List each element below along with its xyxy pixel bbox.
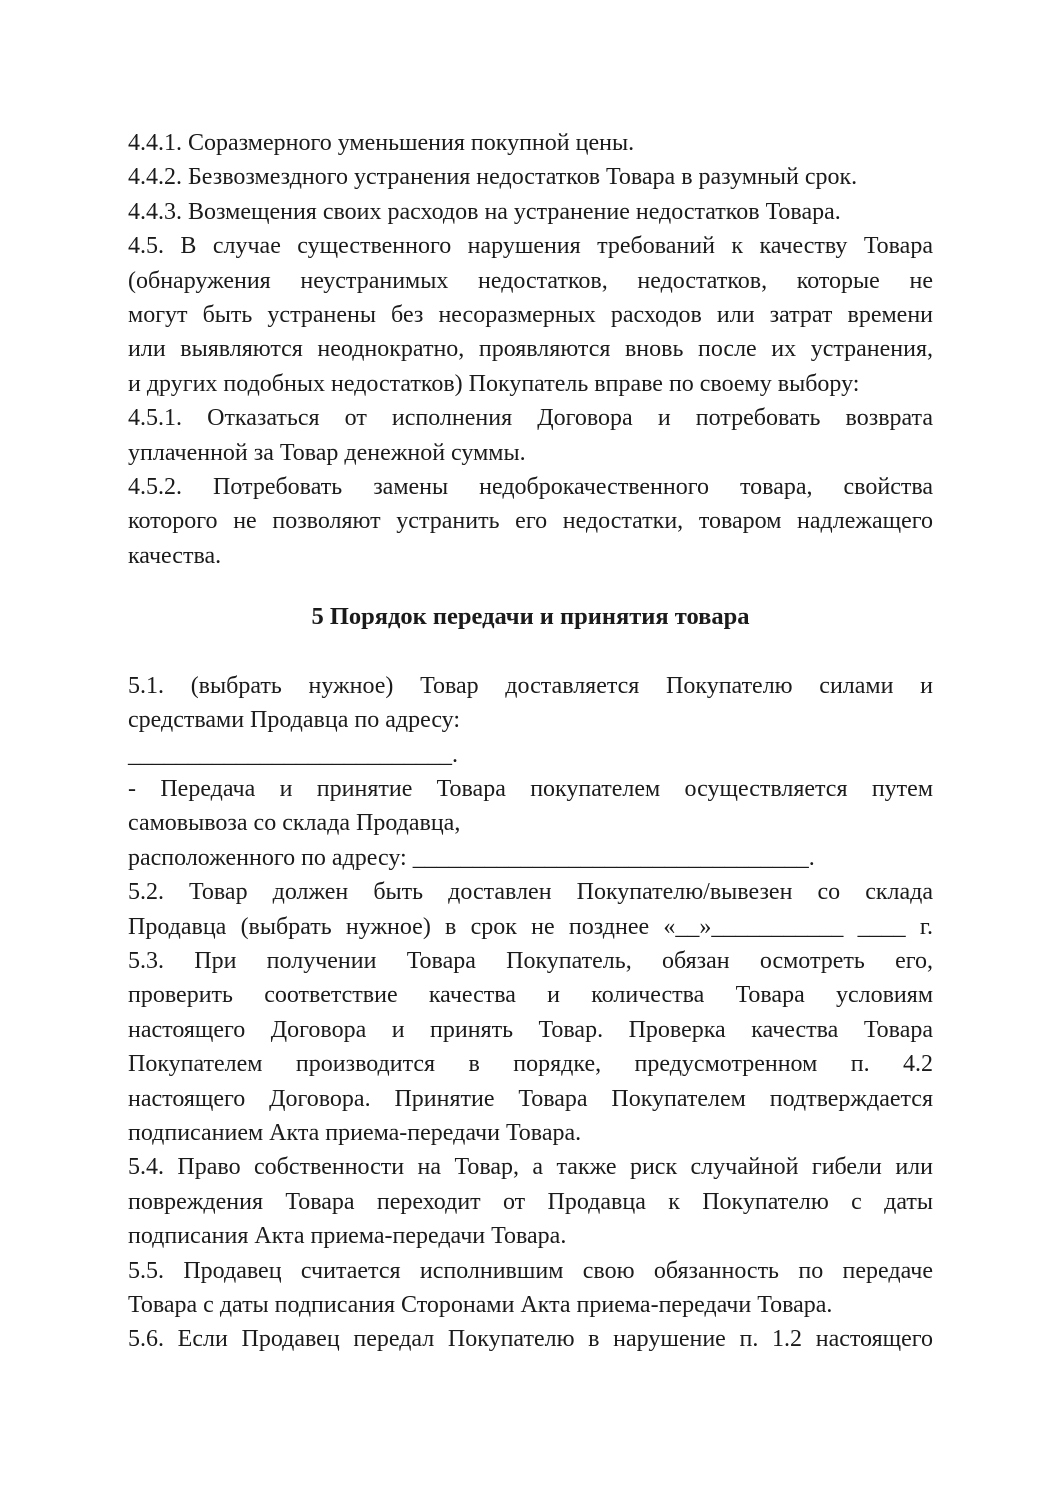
contract-line: 5.6. Если Продавец передал Покупателю в нарушение п. 1.2 настоящего [128,1326,933,1353]
contract-line: 4.4.2. Безвозмездного устранения недостатков Товара в разумный срок. [128,164,858,191]
blank-fill-line: расположенного по адресу: _________________________________. [128,844,815,871]
contract-line: настоящего Договора. Принятие Товара Покупателем подтверждается [128,1085,933,1112]
section-4-paragraphs [128,126,933,573]
contract-line: уплаченной за Товар денежной суммы. [128,439,526,466]
contract-line: средствами Продавца по адресу: [128,707,461,734]
contract-line: и других подобных недостатков) Покупатель вправе по своему выбору: [128,370,860,397]
contract-line: повреждения Товара переходит от Продавца к Покупателю с даты [128,1188,933,1215]
contract-line: Продавца (выбрать нужное) в срок не позднее «__»___________ ____ г. [128,913,933,940]
section-5-paragraphs [128,669,933,1357]
contract-line: качества. [128,542,222,569]
contract-line: 5.5. Продавец считается исполнившим свою обязанность по передаче [128,1257,933,1284]
contract-line: 4.5.2. Потребовать замены недоброкачественного товара, свойства [128,474,933,501]
contract-line: подписания Акта приема-передачи Товара. [128,1223,567,1250]
contract-line: или выявляются неоднократно, проявляются вновь после их устранения, [128,336,933,363]
contract-line: Товара с даты подписания Сторонами Акта приема-передачи Товара. [128,1292,833,1318]
contract-line: настоящего Договора и принять Товар. Проверка качества Товара [128,1016,933,1043]
contract-line: 4.4.3. Возмещения своих расходов на устранение недостатков Товара. [128,198,841,225]
contract-line: 5.4. Право собственности на Товар, а также риск случайной гибели или [128,1154,933,1181]
contract-line: 4.4.1. Соразмерного уменьшения покупной цены. [128,130,635,156]
contract-line: 4.5. В случае существенного нарушения требований к качеству Товара [128,233,933,260]
contract-line: подписанием Акта приема-передачи Товара. [128,1119,582,1146]
contract-line: которого не позволяют устранить его недостатки, товаром надлежащего [128,508,933,535]
contract-line: 4.5.1. Отказаться от исполнения Договора и потребовать возврата [128,405,933,432]
contract-line: проверить соответствие качества и количества Товара условиям [128,982,933,1009]
blank-fill-line: ___________________________. [128,741,458,768]
contract-line: Покупателем производится в порядке, предусмотренном п. 4.2 [128,1051,933,1078]
contract-line: могут быть устранены без несоразмерных расходов или затрат времени [128,302,933,329]
contract-line: - Передача и принятие Товара покупателем осуществляется путем [128,775,933,802]
contract-line: 5.2. Товар должен быть доставлен Покупателю/вывезен со склада [128,879,933,906]
contract-line: (обнаружения неустранимых недостатков, недостатков, которые не [128,267,933,294]
contract-line: самовывоза со склада Продавца, [128,810,461,837]
contract-line: 5.3. При получении Товара Покупатель, обязан осмотреть его, [128,947,933,974]
contract-line: 5.1. (выбрать нужное) Товар доставляется Покупателю силами и [128,672,933,699]
section-5-heading: 5 Порядок передачи и принятия товара [311,603,750,631]
